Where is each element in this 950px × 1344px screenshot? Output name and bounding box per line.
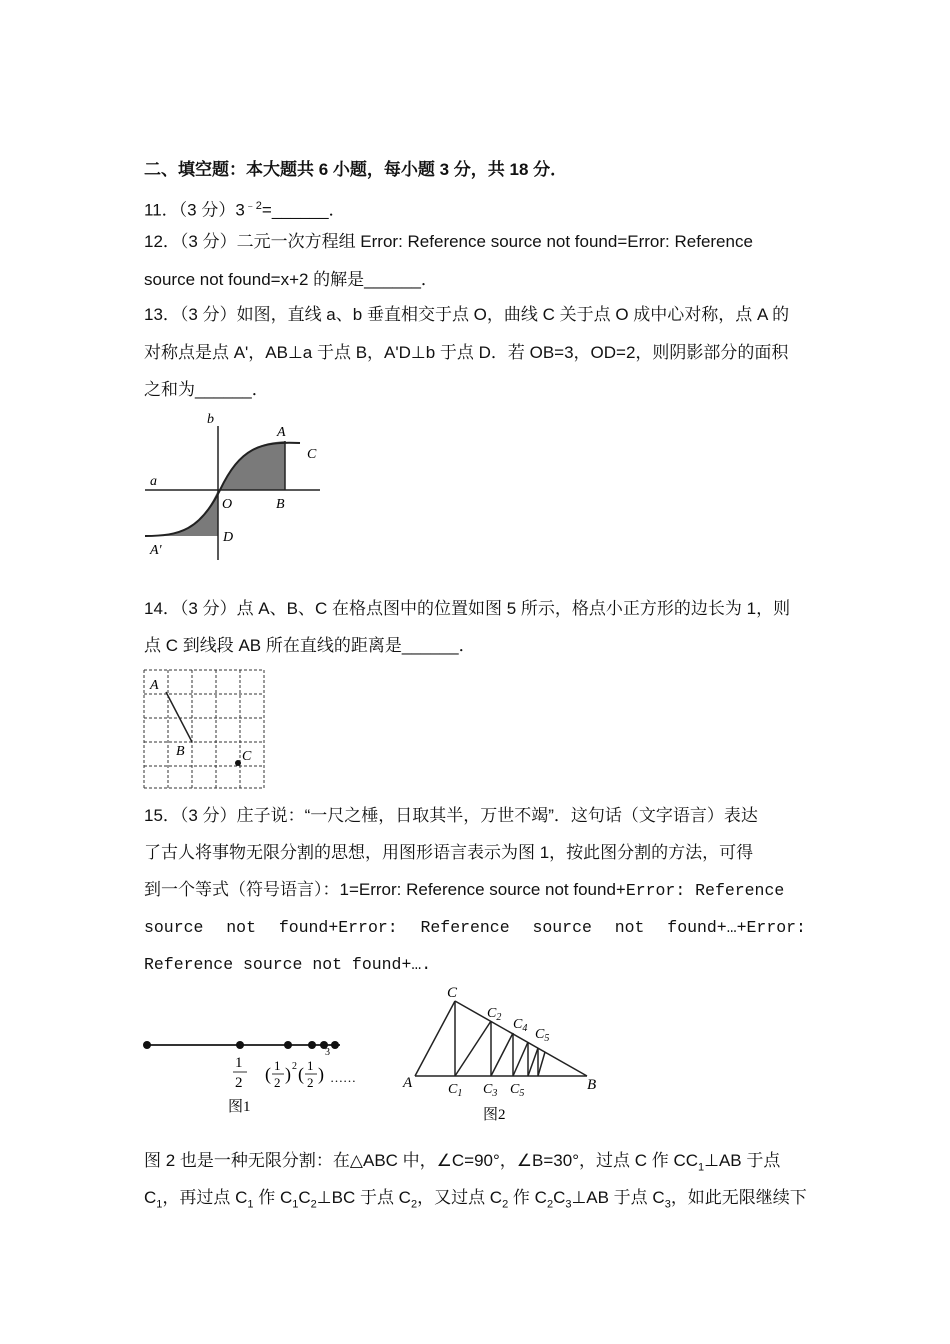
q15b-p12: 作 C xyxy=(508,1188,547,1207)
label-a: a xyxy=(150,474,157,489)
grid-lines xyxy=(144,670,264,788)
figure-2-caption: 图2 xyxy=(483,1107,506,1123)
q15b-sub-1: 1 xyxy=(698,1161,705,1174)
figure-1-caption: 图1 xyxy=(228,1099,251,1115)
question-15-cont-line2 xyxy=(144,1186,806,1216)
q15-word-3: found+Error: xyxy=(278,918,398,937)
section-title: 二、填空题：本大题共 6 小题，每小题 3 分，共 18 分． xyxy=(144,160,568,179)
question-15-line1: 15．（3 分）庄子说：“一尺之棰，日取其半，万世不竭”．这句话（文字语言）表达 xyxy=(144,806,758,825)
segment-ab xyxy=(166,692,192,742)
question-15-line3 xyxy=(144,878,806,903)
point-quarter xyxy=(284,1041,292,1049)
question-15-line2: 了古人将事物无限分割的思想，用图形语言表示为图 1，按此图分割的方法，可得 xyxy=(144,843,754,862)
q15-word-4: Reference xyxy=(420,918,510,937)
svg-text:): ) xyxy=(318,1064,324,1084)
label-D: D xyxy=(223,530,234,545)
point-eighth xyxy=(308,1041,316,1049)
q15-word-5: source xyxy=(532,918,592,937)
q15-word-2: not xyxy=(226,918,256,937)
q15b-p4: 作 C xyxy=(253,1188,293,1207)
q15b-p17: 3 xyxy=(664,1198,671,1211)
svg-text:(: ( xyxy=(265,1064,271,1084)
q15b-text-2: ⊥AB 于点 xyxy=(704,1151,781,1170)
q15-word-6: not xyxy=(614,918,645,937)
point-c xyxy=(235,760,241,766)
q11-suffix: =______． xyxy=(261,200,346,220)
svg-text:3: 3 xyxy=(325,1047,330,1058)
q15-line3-mono: +Error: Reference xyxy=(615,881,785,900)
shaded-region-upper xyxy=(220,441,285,490)
q15b-p6: C xyxy=(298,1188,311,1207)
q15b-p7: 2 xyxy=(310,1198,317,1211)
svg-text:(: ( xyxy=(298,1064,304,1084)
svg-text:2: 2 xyxy=(274,1075,281,1090)
label-O: O xyxy=(222,497,233,512)
question-13-line2: 对称点是点 A'，AB⊥a 于点 B，A'D⊥b 于点 D．若 OB=3，OD=2，则阴影部分的面积 xyxy=(144,343,789,362)
label-C: C xyxy=(307,447,317,462)
svg-text:): ) xyxy=(285,1064,291,1084)
q15b-text-1: 图 2 也是一种无限分割：在△ABC 中，∠C=90°，∠B=30°，过点 C 作 CC xyxy=(144,1151,699,1170)
q12-text-1: 12．（3 分）二元一次方程组 Error: Reference source not found=Error: Reference xyxy=(144,232,753,251)
q15-figure-1 xyxy=(140,1025,380,1120)
question-15-line5: Reference source not found+…. xyxy=(144,955,432,974)
q11-exponent: ﹣2 xyxy=(244,200,262,212)
point-32 xyxy=(331,1041,339,1049)
q14-grid-figure xyxy=(140,666,268,792)
label-A: A xyxy=(403,1075,413,1091)
question-14-line2: 点 C 到线段 AB 所在直线的距离是______． xyxy=(144,636,476,655)
label-C2: $C_2$ xyxy=(487,1006,502,1023)
q15b-p16: ⊥AB 于点 C xyxy=(571,1188,665,1207)
label-A: A xyxy=(277,425,286,440)
question-12-line2: source not found=x+2 的解是______． xyxy=(144,270,438,289)
q13-figure xyxy=(140,408,330,568)
svg-text:1: 1 xyxy=(307,1058,314,1073)
label-A-prime: A' xyxy=(150,543,162,558)
q15b-p15: 3 xyxy=(565,1198,572,1211)
label-C5-top: $C_5$ xyxy=(535,1027,550,1044)
q15b-p2: ，再过点 C xyxy=(162,1188,248,1207)
label-B: B xyxy=(276,497,285,512)
q15b-p18: ，如此无限继续下 xyxy=(670,1188,807,1207)
q15-word-1: source xyxy=(144,918,204,937)
svg-text:2: 2 xyxy=(307,1075,314,1090)
label-C: C xyxy=(242,749,252,764)
q15b-p3: 1 xyxy=(247,1198,254,1211)
label-C: C xyxy=(447,985,458,1001)
question-13-line1: 13．（3 分）如图，直线 a、b 垂直相交于点 O，曲线 C 关于点 O 成中心对称，点 A 的 xyxy=(144,305,790,324)
question-13-line3: 之和为______． xyxy=(144,380,269,399)
q15b-p10: ，又过点 C xyxy=(417,1188,503,1207)
label-C3: $C_3$ xyxy=(483,1082,498,1099)
label-C4: $C_4$ xyxy=(513,1017,528,1034)
q15-word-7: found+…+Error: xyxy=(667,918,806,937)
q15b-p13: 2 xyxy=(546,1198,554,1211)
label-B: B xyxy=(176,744,185,759)
question-11 xyxy=(144,194,806,223)
svg-text:2: 2 xyxy=(235,1075,243,1091)
svg-text:2: 2 xyxy=(292,1061,297,1072)
q11-prefix: 11．（3 分）3 xyxy=(144,200,245,220)
question-12-line1 xyxy=(144,230,806,254)
q15b-p9: 2 xyxy=(410,1198,418,1211)
point-half xyxy=(236,1041,244,1049)
q15b-p0: C xyxy=(144,1188,157,1207)
q15b-p1: 1 xyxy=(156,1198,163,1211)
label-C1: $C_1$ xyxy=(448,1082,463,1099)
question-15-line4 xyxy=(144,916,806,940)
label-b: b xyxy=(207,412,214,427)
svg-text:1: 1 xyxy=(235,1055,243,1071)
q15-line3-text: 到一个等式（符号语言）：1=Error: Reference source not found xyxy=(144,880,616,899)
point-0 xyxy=(143,1041,151,1049)
fraction-labels xyxy=(233,1047,356,1091)
question-14-line1: 14．（3 分）点 A、B、C 在格点图中的位置如图 5 所示，格点小正方形的边长为 1，则 xyxy=(144,599,791,618)
label-A: A xyxy=(150,678,159,693)
q15b-p5: 1 xyxy=(292,1198,299,1211)
q15b-p8: ⊥BC 于点 C xyxy=(316,1188,411,1207)
q15b-p14: C xyxy=(553,1188,566,1207)
svg-text:……: …… xyxy=(330,1070,356,1085)
q15-figure-2 xyxy=(395,983,610,1128)
svg-text:1: 1 xyxy=(274,1058,281,1073)
q15b-p11: 2 xyxy=(502,1198,509,1211)
label-C5-bottom: $C_5$ xyxy=(510,1082,525,1099)
question-15-cont-line1 xyxy=(144,1149,806,1179)
label-B: B xyxy=(587,1077,597,1093)
